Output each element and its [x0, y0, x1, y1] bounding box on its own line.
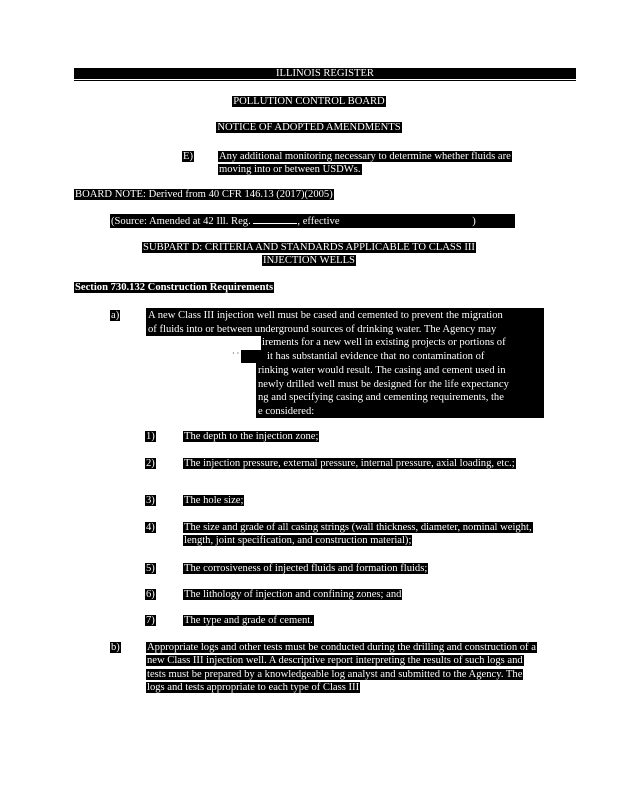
- para-a-text-partial-2: [267, 350, 484, 364]
- factor-3: [183, 494, 535, 507]
- factor-7-num-wrap: [145, 614, 156, 627]
- factor-2-text: The injection pressure, external pressure, internal pressure, axial loading, etc.;: [184, 458, 515, 469]
- para-a-line4: it has substantial evidence that no contamination of: [267, 351, 485, 362]
- para-a-text-top: [148, 309, 503, 336]
- para-a-text-partial-3: [258, 364, 509, 418]
- source-line: [110, 214, 515, 228]
- para-a-marker-wrap: [110, 309, 120, 322]
- board-title: POLLUTION CONTROL BOARD: [233, 96, 385, 107]
- source-prefix: (Source: Amended at 42 Ill. Reg.: [111, 216, 251, 227]
- factor-5-num: 5): [146, 563, 155, 574]
- subpart-heading: [117, 241, 501, 267]
- register-title: ILLINOIS REGISTER: [276, 68, 374, 79]
- factor-5-num-wrap: [145, 562, 156, 575]
- source-blank-date: [342, 215, 472, 224]
- factor-4-num: 4): [146, 522, 155, 533]
- factor-4-num-wrap: [145, 521, 156, 534]
- source-effective: , effective: [297, 216, 340, 227]
- section-title-wrap: [74, 281, 274, 294]
- item-e: [218, 150, 544, 177]
- subpart-line2: INJECTION WELLS: [263, 255, 355, 266]
- factor-4: [183, 521, 535, 548]
- para-b: [146, 641, 542, 695]
- factor-3-text: The hole size;: [184, 495, 244, 506]
- para-a-gap-2: [146, 350, 241, 363]
- factor-3-num-wrap: [145, 494, 156, 507]
- factor-1: [183, 430, 535, 443]
- item-e-marker: E): [183, 151, 193, 162]
- para-a-line7: ng and specifying casing and cementing requirements, the: [258, 392, 504, 404]
- factor-6: [183, 588, 535, 601]
- factor-1-num: 1): [146, 431, 155, 442]
- factor-7-num: 7): [146, 615, 155, 626]
- factor-5-text: The corrosiveness of injected fluids and formation fluids;: [184, 563, 428, 574]
- board-note-wrap: [74, 188, 334, 201]
- item-e-marker-wrap: [182, 150, 194, 163]
- factor-7-text: The type and grade of cement.: [184, 615, 313, 626]
- board-note: BOARD NOTE: Derived from 40 CFR 146.13 (2017)(2005): [75, 189, 333, 200]
- subpart-line1: SUBPART D: CRITERIA AND STANDARDS APPLICABLE TO CLASS III: [143, 242, 475, 253]
- factor-1-num-wrap: [145, 430, 156, 443]
- para-a-line6: newly drilled well must be designed for the life expectancy: [258, 378, 509, 390]
- factor-3-num: 3): [146, 495, 155, 506]
- factor-6-num: 6): [146, 589, 155, 600]
- para-a-line2: of fluids into or between underground sources of drinking water. The Agency may: [148, 323, 497, 335]
- factor-2: [183, 457, 535, 470]
- para-a-line5: rinking water would result. The casing and cement used in: [258, 365, 506, 376]
- board-title-line: [0, 95, 618, 108]
- factor-5: [183, 562, 535, 575]
- source-suffix: ): [472, 216, 476, 227]
- para-b-marker: b): [111, 642, 120, 653]
- para-b-text: Appropriate logs and other tests must be conducted during the drilling and construction of a new Class III injection well. A descriptive report interpreting the results of such logs and tests must be prepared by a knowledgeable log analyst and submitted to the Agency. The logs and tests appropriate to each type of Class III: [147, 642, 536, 694]
- para-a-gap-1: [146, 336, 261, 350]
- scan-speck: · · ·: [232, 349, 244, 358]
- factor-2-num: 2): [146, 458, 155, 469]
- factor-6-num-wrap: [145, 588, 156, 601]
- para-a-line8: e considered:: [258, 405, 315, 417]
- notice-title-line: [0, 121, 618, 134]
- factor-1-text: The depth to the injection zone;: [184, 431, 319, 442]
- para-a-text-partial: [262, 336, 506, 350]
- factor-7: [183, 614, 535, 627]
- para-a-gap-4: [146, 405, 256, 418]
- header-rule: [74, 80, 576, 81]
- factor-6-text: The lithology of injection and confining zones; and: [184, 589, 402, 600]
- item-e-text: Any additional monitoring necessary to determine whether fluids are moving into or between USDWs.: [219, 151, 511, 176]
- factor-4-text: The size and grade of all casing strings (wall thickness, diameter, nominal weight, length, joint specification, and construction material);: [184, 522, 532, 547]
- para-a-gap-3: [146, 363, 256, 405]
- register-header-bar: [74, 68, 576, 79]
- para-a-marker: a): [111, 310, 120, 321]
- source-blank-register: [253, 214, 297, 224]
- section-title: Section 730.132 Construction Requirements: [75, 282, 274, 293]
- para-b-marker-wrap: [110, 641, 121, 654]
- para-a-line1: A new Class III injection well must be cased and cemented to prevent the migration: [148, 310, 503, 321]
- notice-title: NOTICE OF ADOPTED AMENDMENTS: [217, 122, 401, 133]
- factor-2-num-wrap: [145, 457, 156, 470]
- para-a-line3: irements for a new well in existing projects or portions of: [262, 337, 506, 348]
